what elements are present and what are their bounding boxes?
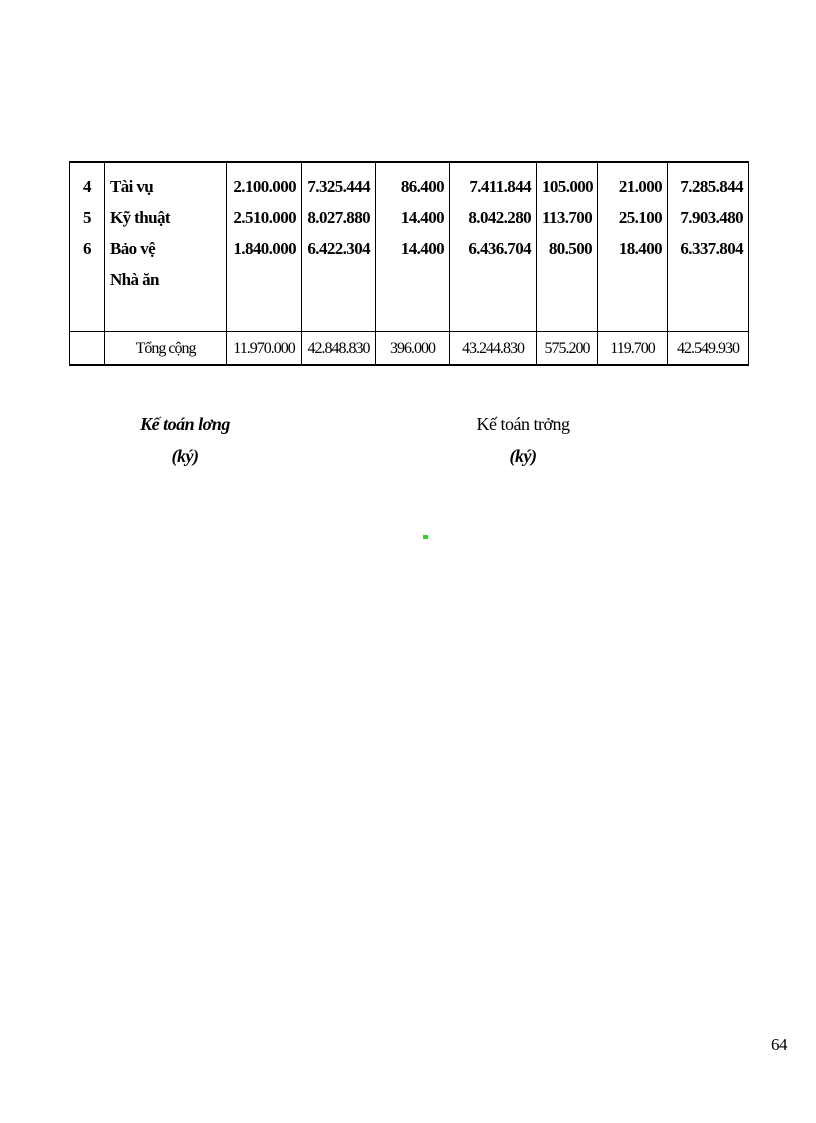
cell-value: 8.042.280	[468, 208, 531, 227]
page-number: 64	[771, 1035, 787, 1054]
cell-value	[603, 264, 662, 295]
total-value: 119.700	[598, 332, 668, 366]
signature-title: Kế toán trởng	[476, 414, 570, 434]
cell-value: 14.400	[400, 208, 444, 227]
cell-value	[232, 264, 296, 295]
col-6	[598, 162, 668, 332]
cell-value: 2.510.000	[233, 208, 296, 227]
total-value: 43.244.830	[450, 332, 537, 366]
total-value: 396.000	[376, 332, 450, 366]
col-7	[668, 162, 749, 332]
total-stt-cell	[70, 332, 105, 366]
col-1	[227, 162, 302, 332]
total-label: Tổng cộng	[105, 332, 227, 366]
cell-value: 1.840.000	[233, 239, 296, 258]
signature-note: (ký)	[171, 446, 199, 466]
total-value: 575.200	[537, 332, 598, 366]
cell-value: 21.000	[618, 177, 662, 196]
signature-block-chief-accountant	[468, 412, 578, 468]
total-value: 42.549.930	[668, 332, 749, 366]
table-total-row	[70, 332, 749, 366]
col-department	[105, 162, 227, 332]
cell-value: 18.400	[618, 239, 662, 258]
cell-value: 7.903.480	[680, 208, 743, 227]
col-4	[450, 162, 537, 332]
total-value: 42.848.830	[302, 332, 376, 366]
col-2	[302, 162, 376, 332]
cell-department: Kỹ thuật	[110, 208, 170, 227]
cell-stt: 6	[83, 239, 91, 258]
cell-value: 80.500	[548, 239, 592, 258]
payroll-table	[69, 161, 749, 366]
cell-stt: 4	[83, 177, 91, 196]
table-data-block	[70, 162, 749, 332]
total-value: 11.970.000	[227, 332, 302, 366]
cell-value: 105.000	[542, 177, 594, 196]
cell-value: 6.337.804	[680, 239, 743, 258]
cell-value: 8.027.880	[307, 208, 370, 227]
cell-value	[542, 264, 592, 295]
cell-value: 7.325.444	[307, 177, 370, 196]
signature-note: (ký)	[509, 446, 537, 466]
cell-value	[381, 264, 444, 295]
green-marker-dot	[423, 535, 428, 539]
cell-value: 25.100	[618, 208, 662, 227]
col-5	[537, 162, 598, 332]
cell-value: 86.400	[400, 177, 444, 196]
cell-value: 14.400	[400, 239, 444, 258]
cell-value	[307, 264, 370, 295]
cell-department: Bảo vệ	[110, 239, 156, 258]
signature-block-payroll-accountant	[135, 412, 235, 468]
cell-value: 2.100.000	[233, 177, 296, 196]
cell-value	[673, 264, 743, 295]
cell-value	[455, 264, 531, 295]
col-3	[376, 162, 450, 332]
cell-stt: 5	[83, 208, 91, 227]
cell-value: 6.422.304	[307, 239, 370, 258]
cell-stt	[75, 264, 99, 295]
cell-value: 7.411.844	[469, 177, 531, 196]
cell-value: 7.285.844	[680, 177, 743, 196]
cell-value: 6.436.704	[468, 239, 531, 258]
col-stt	[70, 162, 105, 332]
signature-title: Kế toán lơng	[140, 414, 230, 434]
cell-department: Nhà ăn	[110, 270, 159, 289]
cell-value: 113.700	[542, 208, 593, 227]
cell-department: Tài vụ	[110, 177, 154, 196]
